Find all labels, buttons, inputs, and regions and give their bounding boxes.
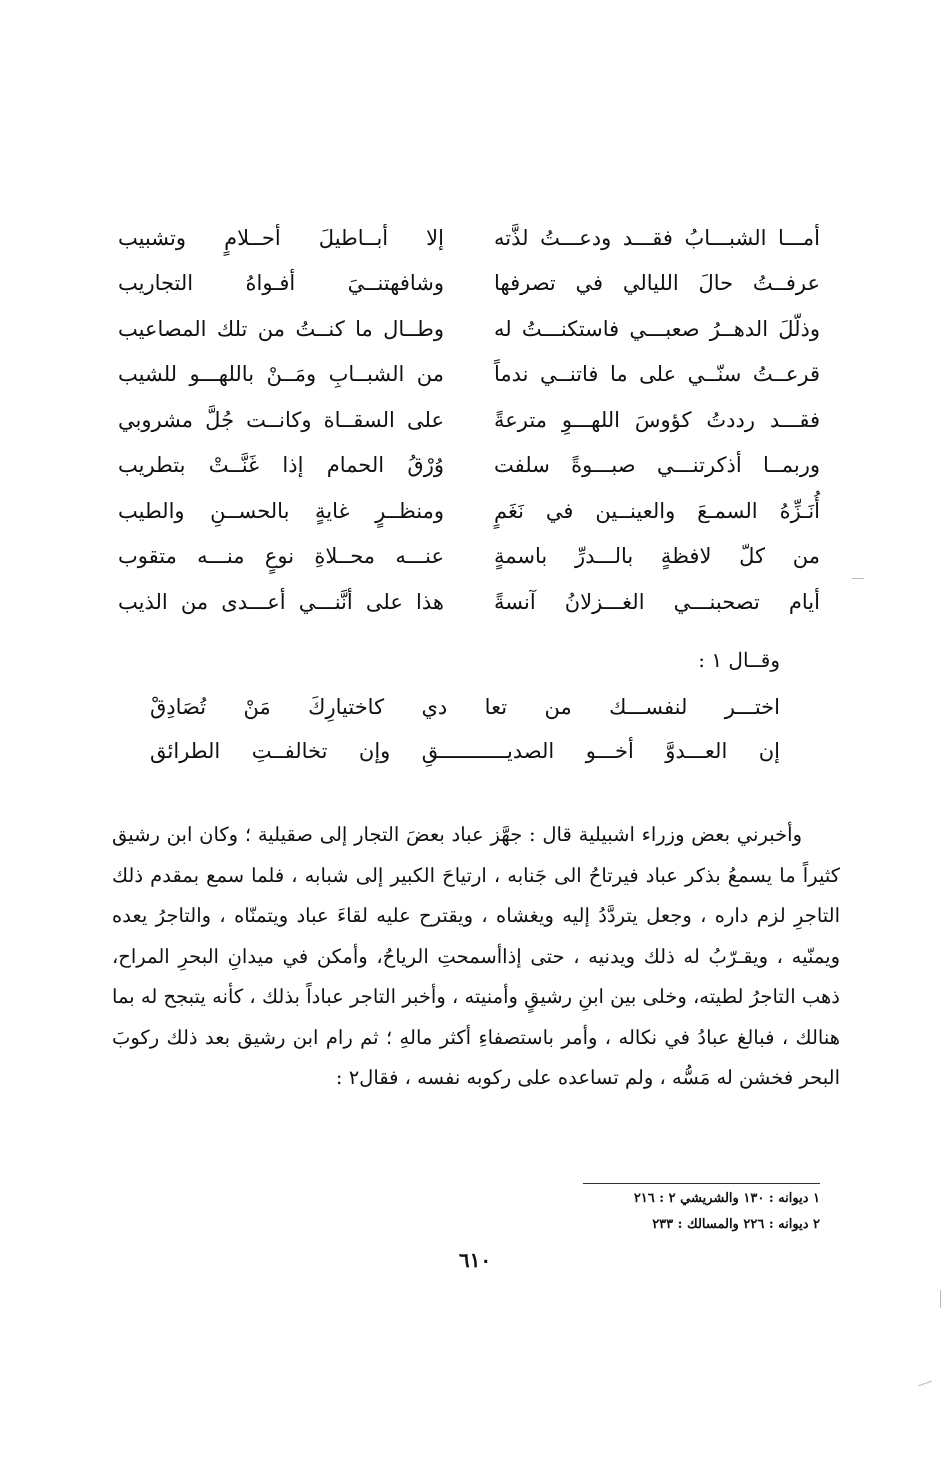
poem-hemistich-second: هذا على أنَّنـــي أعـــدى من الذيب (118, 589, 444, 614)
poem-hemistich-first: وربمــا أذكرتنـــي صبـــوةً سلفت (494, 453, 820, 478)
second-poem-block (150, 685, 780, 773)
scan-mark (940, 1290, 941, 1308)
scan-mark (918, 1381, 931, 1387)
poem-hemistich-first: أيام تصحبنـــي الغـــزلانُ آنسةً (494, 589, 820, 614)
prose-block (112, 815, 840, 1099)
poem-hemistich-second: ومنظــرٍ غايةٍ بالحســنِ والطيب (118, 498, 444, 523)
qala-intro-1: وقــال ١ : (698, 648, 780, 672)
poem-hemistich-first: أمـــا الشبـــابُ فقـــد ودعـــتُ لذَّته (494, 225, 820, 250)
poem-hemistich-second: وُرْقُ الحمام إذا غَنَّــتْ بتطريب (118, 453, 444, 478)
poem-verse (118, 215, 820, 261)
poem-hemistich-second: إلا أبــاطيلَ أحــلامٍ وتشبيب (118, 225, 444, 250)
page-number: ٦١٠ (458, 1248, 492, 1272)
poem-verse (118, 488, 820, 534)
poem-block (118, 215, 820, 625)
poem-hemistich-first: قرعــتُ سنّــي على ما فاتنــي ندماً (494, 362, 820, 387)
poem-hemistich-second: وطــال ما كنــتُ من تلك المصاعيب (118, 316, 444, 341)
poem-verse (118, 443, 820, 489)
footnote-divider (583, 1183, 820, 1184)
poem-verse (118, 261, 820, 307)
poem-verse (118, 306, 820, 352)
poem-verse (118, 352, 820, 398)
footnote-1: ١ ديوانه : ١٣٠ والشريشي ٢ : ٢١٦ (633, 1191, 820, 1206)
poem-hemistich-first: وذلّلَ الدهــرُ صعبـــي فاستكنـــتُ له (494, 316, 820, 341)
poem-hemistich-second: وشافهتنــيَ أفـواهُ التجاريب (118, 271, 444, 296)
poem-verse (118, 397, 820, 443)
poem-hemistich-first: عرفــتُ حالَ الليالي في تصرفها (494, 271, 820, 296)
poem-hemistich-second: من الشبــابِ ومَــنْ باللهـــو للشيب (118, 362, 444, 387)
second-poem-verse: اختـــر لنفســـك من تعا دي كاختيارِكَ مَنْ تُصَادِقْ (150, 695, 780, 719)
poem-hemistich-second: عنـــه محــلاةِ نوعٍ منـــه متقوب (118, 544, 444, 569)
prose-paragraph: وأخبرني بعض وزراء اشبيلية قال : جهَّز عباد بعضَ التجار إلى صقيلية ؛ وكان ابن رشيق كثيراً ما يسمعُ بذكر عباد فيرتاحُ الى جَنابه ، ارتياحَ الكبير إلى شبابه ، فلما سمع بمقدم ذلك التاجرِ لزم داره ، وجعل يتردَّدُ إليه ويغشاه ، ويقترح عليه لقاءَ عباد ويتمنّاه ، والتاجرُ يعده ويمنّيه ، ويقـرّبُ له ذلك ويدنيه ، حتى إذاأسمحتِ الرياحُ، وأمكن في ميدانِ البحرِ المراح، ذهب التاجرُ لطيته، وخلى بين ابنِ رشيقٍ وأمنيته ، وأخبر التاجر عباداً بذلك ، كأنه يتبجح له بما هنالك ، فبالغ عبادُ في نكاله ، وأمر باستصفاءِ أكثر مالهِ ؛ ثم رام ابن رشيق بعد ذلك ركوبَ البحر فخشن له مَسُّه ، ولم تساعده على ركوبه نفسه ، فقال٢ : (112, 823, 840, 1089)
footnotes (520, 1186, 820, 1238)
scan-mark (852, 578, 864, 579)
poem-verse (118, 534, 820, 580)
poem-hemistich-first: فقـــد رددتُ كؤوسَ اللهـــوِ مترعةً (494, 407, 820, 432)
poem-hemistich-first: من كلّ لافظةٍ بالـــدرِّ باسمةٍ (494, 544, 820, 569)
poem-hemistich-first: أُنَـزِّهُ السمـعَ والعينــين في نَغَمٍ (494, 498, 820, 523)
second-poem-verse: إن العـــدوَّ أخـــو الصديـــــــــــقِ وإن تخالفــتِ الطرائق (150, 739, 780, 763)
footnote-2: ٢ ديوانه : ٢٢٦ والمسالك : ٢٣٣ (652, 1217, 820, 1232)
poem-verse (118, 579, 820, 625)
poem-hemistich-second: على السقــاة وكانــت جُلَّ مشروبي (118, 407, 444, 432)
